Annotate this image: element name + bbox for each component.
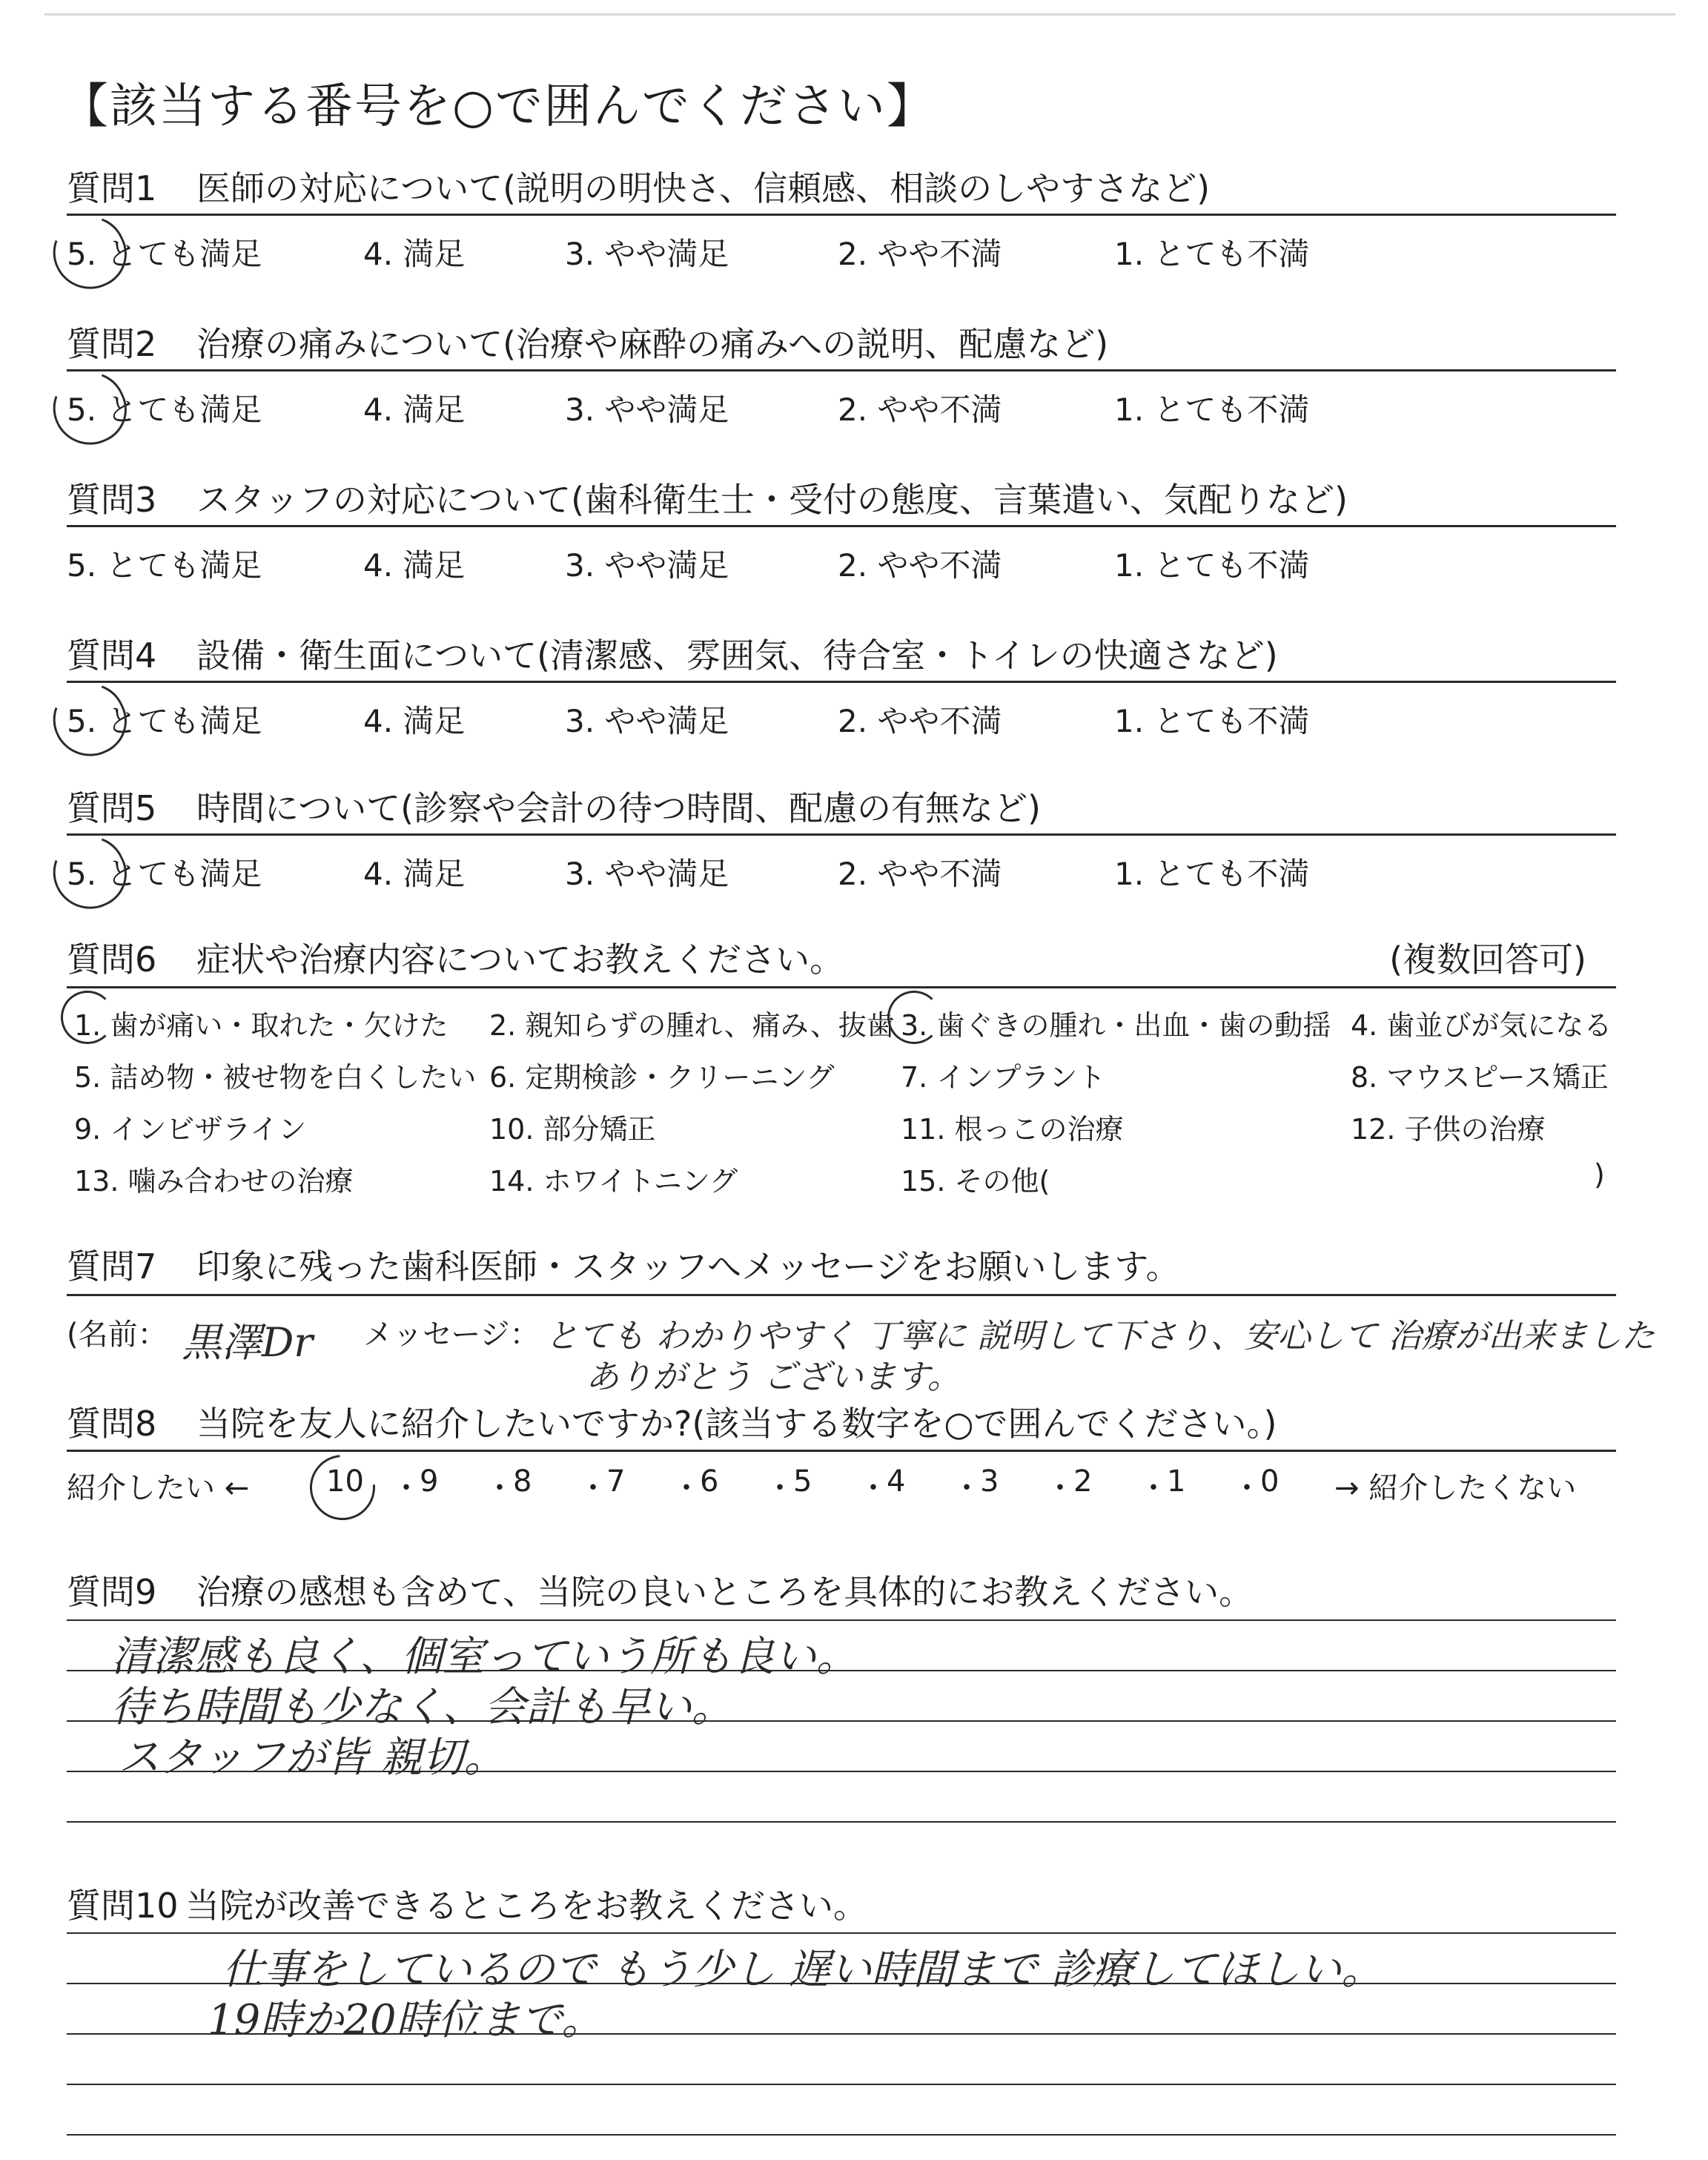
rating-option-label: 3. やや満足 xyxy=(565,236,729,272)
question-7-rule xyxy=(67,1294,1616,1296)
rating-option[interactable] xyxy=(1114,386,1309,430)
scale-number[interactable]: 5 xyxy=(793,1464,812,1499)
symptom-option[interactable] xyxy=(1351,1106,1546,1147)
scale-separator: ・ xyxy=(765,1471,795,1505)
symptom-option-label: 14. ホワイトニング xyxy=(489,1165,738,1198)
question-6-rule xyxy=(67,986,1616,988)
scale-separator: ・ xyxy=(578,1471,608,1505)
rating-option-label: 3. やや満足 xyxy=(565,703,729,739)
symptom-option-label: 2. 親知らずの腫れ、痛み、抜歯 xyxy=(489,1009,895,1042)
scale-separator: ・ xyxy=(1232,1471,1262,1505)
symptom-option-label: 1. 歯が痛い・取れた・欠けた xyxy=(74,1009,448,1042)
rating-option[interactable] xyxy=(565,230,729,274)
question-4-rule xyxy=(67,681,1616,683)
selection-circle xyxy=(42,205,138,301)
rating-option-label: 3. やや満足 xyxy=(565,856,729,892)
question-text: 医師の対応について(説明の明快さ、信頼感、相談のしやすさなど) xyxy=(196,168,1211,208)
scale-separator: ・ xyxy=(952,1471,982,1505)
question-number: 質問5 xyxy=(67,788,157,828)
question-9 xyxy=(67,1568,1616,1616)
rating-option-label: 3. やや満足 xyxy=(565,547,729,584)
symptom-option[interactable] xyxy=(489,1003,895,1043)
scale-separator: ・ xyxy=(485,1471,514,1505)
question-3-rule xyxy=(67,525,1616,527)
recommend-right-label: → 紹介したくない xyxy=(1334,1471,1577,1505)
scale-number[interactable]: 4 xyxy=(887,1464,906,1499)
handwritten-answer-line-3: スタッフが皆 親切。 xyxy=(119,1734,506,1782)
rating-option[interactable] xyxy=(565,850,729,894)
symptom-option-label: 9. インビザライン xyxy=(74,1113,307,1146)
selection-circle xyxy=(42,360,138,457)
handwritten-message-line-2: ありがとう ございます。 xyxy=(586,1357,961,1396)
rating-option[interactable] xyxy=(363,697,465,742)
selection-circle xyxy=(297,1441,388,1533)
scale-number[interactable]: 2 xyxy=(1073,1464,1093,1499)
rating-option[interactable] xyxy=(1114,541,1309,586)
question-6 xyxy=(67,936,1616,983)
question-text: 印象に残った歯科医師・スタッフへメッセージをお願いします。 xyxy=(196,1246,1180,1287)
question-number: 質問8 xyxy=(67,1404,157,1444)
rating-option-label: 5. とても満足 xyxy=(67,703,262,739)
rating-option[interactable] xyxy=(838,850,1002,894)
symptom-option-label: 5. 詰め物・被せ物を白くしたい xyxy=(74,1061,477,1094)
symptom-option[interactable] xyxy=(489,1158,738,1199)
handwritten-answer-line-1: 清潔感も良く、個室っていう所も良い。 xyxy=(111,1633,858,1681)
rating-option-label: 3. やや満足 xyxy=(565,392,729,428)
question-4 xyxy=(67,632,1616,679)
symptom-option[interactable] xyxy=(489,1054,835,1095)
rating-option[interactable] xyxy=(1114,697,1309,742)
symptom-option-label: 7. インプラント xyxy=(901,1061,1106,1094)
scale-number[interactable]: 10 xyxy=(326,1464,364,1499)
question-text: 設備・衛生面について(清潔感、雰囲気、待合室・トイレの快適さなど) xyxy=(196,635,1278,676)
scale-number[interactable]: 1 xyxy=(1167,1464,1186,1499)
question-number: 質問3 xyxy=(67,480,157,520)
question-text: 当院が改善できるところをお教えください。 xyxy=(185,1886,867,1926)
symptom-option[interactable] xyxy=(74,1106,306,1147)
symptom-option-label: 11. 根っこの治療 xyxy=(901,1113,1124,1146)
rating-option-label: 1. とても不満 xyxy=(1114,856,1310,892)
handwritten-name: 黒澤Dr xyxy=(182,1319,314,1366)
recommend-left-label: 紹介したい ← xyxy=(67,1471,250,1505)
symptom-option-label: 12. 子供の治療 xyxy=(1351,1113,1546,1146)
page-title: 【該当する番号を○で囲んでください】 xyxy=(61,79,936,134)
multiple-answer-note: (複数回答可) xyxy=(1389,939,1586,980)
question-3 xyxy=(67,476,1616,524)
selection-circle xyxy=(887,991,941,1044)
handwritten-answer-line-1: 仕事をしているので もう少し 遅い時間まで 診療してほしい。 xyxy=(222,1946,1383,1994)
handwritten-answer-line-2: 19時か20時位まで。 xyxy=(208,1996,603,2044)
rating-option[interactable] xyxy=(1114,230,1309,274)
scale-number[interactable]: 3 xyxy=(980,1464,999,1499)
answer-line xyxy=(67,1932,1616,1934)
symptom-option[interactable] xyxy=(1351,1054,1609,1095)
rating-option-label: 1. とても不満 xyxy=(1114,703,1310,739)
rating-option-label: 4. 満足 xyxy=(363,547,466,584)
question-10 xyxy=(67,1882,1616,1929)
question-5-rule xyxy=(67,833,1616,836)
symptom-option-label: 6. 定期検診・クリーニング xyxy=(489,1061,835,1094)
question-text: 治療の痛みについて(治療や麻酔の痛みへの説明、配慮など) xyxy=(196,324,1109,364)
symptom-option[interactable] xyxy=(1594,1158,1605,1191)
rating-option-label: 2. やや不満 xyxy=(838,392,1002,428)
scale-separator: ・ xyxy=(858,1471,888,1505)
top-edge-line xyxy=(44,13,1675,16)
symptom-option-label: 10. 部分矯正 xyxy=(489,1113,656,1146)
symptom-option[interactable] xyxy=(74,1158,354,1199)
rating-option[interactable] xyxy=(838,697,1002,742)
scale-separator: ・ xyxy=(1045,1471,1075,1505)
scale-number[interactable]: 8 xyxy=(513,1464,532,1499)
answer-line xyxy=(67,2134,1616,2136)
rating-option-label: 2. やや不満 xyxy=(838,547,1002,584)
symptom-option-label: 3. 歯ぐきの腫れ・出血・歯の動揺 xyxy=(901,1009,1331,1042)
scale-number[interactable]: 0 xyxy=(1260,1464,1280,1499)
rating-option-label: 2. やや不満 xyxy=(838,236,1002,272)
rating-option-label: 4. 満足 xyxy=(363,392,466,428)
rating-option-label: 5. とても満足 xyxy=(67,547,262,584)
symptom-option-label: 4. 歯並びが気になる xyxy=(1351,1009,1612,1042)
rating-option[interactable] xyxy=(67,386,262,430)
rating-option-label: 2. やや不満 xyxy=(838,703,1002,739)
question-number: 質問10 xyxy=(67,1886,179,1926)
question-5 xyxy=(67,785,1616,832)
question-text: 症状や治療内容についてお教えください。 xyxy=(196,939,844,980)
symptom-option-label: 15. その他( xyxy=(901,1165,1050,1198)
scale-number[interactable]: 9 xyxy=(420,1464,439,1499)
rating-option-label: 5. とても満足 xyxy=(67,236,262,272)
question-number: 質問1 xyxy=(67,168,157,208)
rating-option-label: 5. とても満足 xyxy=(67,392,262,428)
symptom-option[interactable] xyxy=(901,1158,1050,1199)
message-label: メッセージ： xyxy=(363,1318,540,1352)
rating-option[interactable] xyxy=(67,541,262,586)
scale-separator: ・ xyxy=(672,1471,701,1505)
question-number: 質問4 xyxy=(67,635,157,676)
question-number: 質問7 xyxy=(67,1246,157,1287)
symptom-option-label: 8. マウスピース矯正 xyxy=(1351,1061,1609,1094)
rating-option[interactable] xyxy=(565,386,729,430)
selection-circle xyxy=(42,672,138,768)
rating-option-label: 1. とても不満 xyxy=(1114,547,1310,584)
question-7 xyxy=(67,1243,1616,1290)
question-2-rule xyxy=(67,369,1616,371)
symptom-option[interactable] xyxy=(1351,1003,1612,1043)
rating-option[interactable] xyxy=(838,230,1002,274)
selection-circle xyxy=(61,991,114,1044)
name-label: (名前： xyxy=(67,1318,168,1352)
rating-option[interactable] xyxy=(363,850,465,894)
handwritten-answer-line-2: 待ち時間も少なく、会計も早い。 xyxy=(111,1683,733,1731)
rating-option[interactable] xyxy=(67,697,262,742)
rating-option[interactable] xyxy=(363,386,465,430)
rating-option-label: 4. 満足 xyxy=(363,703,466,739)
question-8 xyxy=(67,1400,1616,1447)
question-8-rule xyxy=(67,1450,1616,1452)
answer-line xyxy=(67,1619,1616,1621)
symptom-option[interactable] xyxy=(901,1054,1105,1095)
rating-option-label: 1. とても不満 xyxy=(1114,236,1310,272)
rating-option-label: 2. やや不満 xyxy=(838,856,1002,892)
rating-option[interactable] xyxy=(363,230,465,274)
rating-option[interactable] xyxy=(565,697,729,742)
question-text: スタッフの対応について(歯科衛生士・受付の態度、言葉遣い、気配りなど) xyxy=(196,480,1348,520)
rating-option-label: 4. 満足 xyxy=(363,856,466,892)
rating-option[interactable] xyxy=(363,541,465,586)
question-text: 当院を友人に紹介したいですか?(該当する数字を○で囲んでください。) xyxy=(196,1404,1277,1444)
question-1-rule xyxy=(67,214,1616,216)
question-text: 治療の感想も含めて、当院の良いところを具体的にお教えください。 xyxy=(196,1572,1254,1612)
rating-option[interactable] xyxy=(67,850,262,894)
answer-line xyxy=(67,1821,1616,1823)
rating-option-label: 1. とても不満 xyxy=(1114,392,1310,428)
question-text: 時間について(診察や会計の待つ時間、配慮の有無など) xyxy=(196,788,1041,828)
question-1 xyxy=(67,165,1616,212)
rating-option[interactable] xyxy=(838,541,1002,586)
symptom-option[interactable] xyxy=(901,1003,1331,1043)
symptom-option-label: 13. 噛み合わせの治療 xyxy=(74,1165,354,1198)
scale-separator: ・ xyxy=(1139,1471,1168,1505)
symptom-option[interactable] xyxy=(74,1003,448,1043)
rating-option[interactable] xyxy=(838,386,1002,430)
rating-option[interactable] xyxy=(565,541,729,586)
scale-number[interactable]: 6 xyxy=(700,1464,719,1499)
selection-circle xyxy=(42,825,138,921)
scale-separator: ・ xyxy=(391,1471,421,1505)
rating-option[interactable] xyxy=(1114,850,1309,894)
rating-option-label: 5. とても満足 xyxy=(67,856,262,892)
handwritten-message-line-1: とても わかりやすく 丁寧に 説明して下さり、安心して 治療が出来ました xyxy=(545,1316,1655,1355)
answer-line xyxy=(67,2084,1616,2085)
scale-number[interactable]: 7 xyxy=(606,1464,626,1499)
symptom-option-label: ) xyxy=(1594,1158,1605,1191)
question-number: 質問2 xyxy=(67,324,157,364)
symptom-option[interactable] xyxy=(74,1054,476,1095)
symptom-option[interactable] xyxy=(901,1106,1124,1147)
symptom-option[interactable] xyxy=(489,1106,656,1147)
question-number: 質問6 xyxy=(67,939,157,980)
rating-option-label: 4. 満足 xyxy=(363,236,466,272)
question-number: 質問9 xyxy=(67,1572,157,1612)
question-2 xyxy=(67,320,1616,368)
rating-option[interactable] xyxy=(67,230,262,274)
